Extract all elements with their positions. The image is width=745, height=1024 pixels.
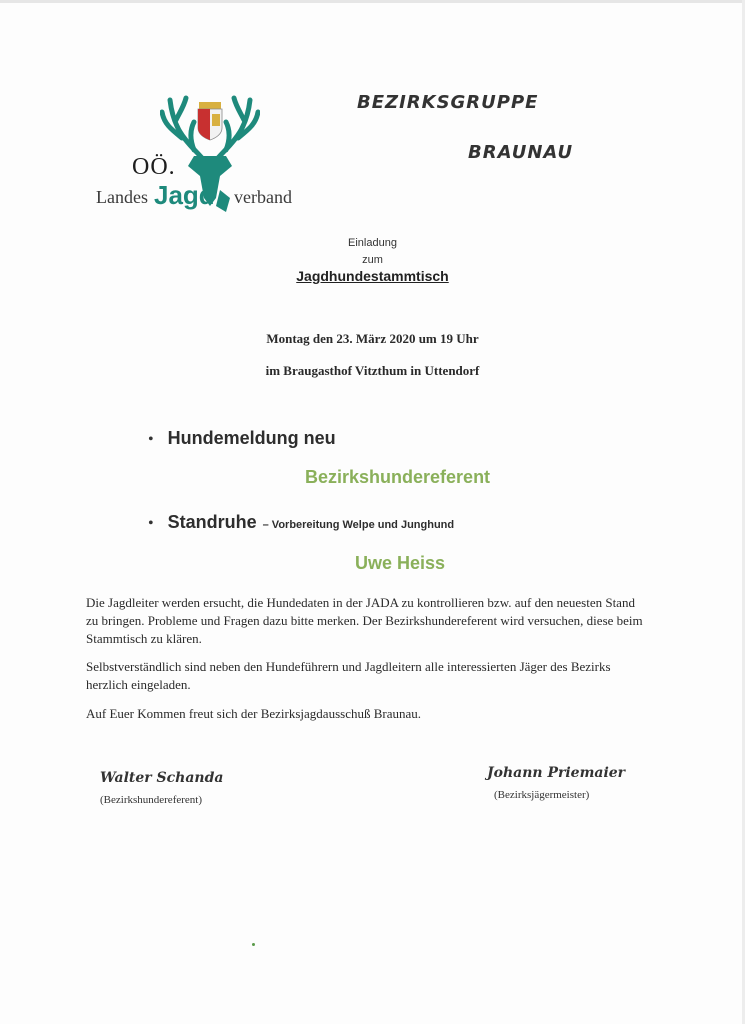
coat-of-arms-icon xyxy=(198,102,222,140)
event-location: im Braugasthof Vitzthum in Uttendorf xyxy=(265,363,480,378)
body-paragraph: Selbstverständlich sind neben den Hundeführern und Jagdleitern alle interessierten Jäger des Bezirks herzlich eingeladen. xyxy=(86,659,611,692)
text-zum: zum xyxy=(362,254,383,266)
scan-edge-top xyxy=(0,0,745,3)
body-paragraph: Die Jagdleiter werden ersucht, die Hundedaten in der JADA zu kontrollieren bzw. auf den neuesten Stand zu bringen. Probleme und Fragen dazu bitte merken. Der Bezirkshundereferent wird versuchen, diese beim Stammtisch zu klären. xyxy=(86,595,643,646)
agenda-topic: Standruhe xyxy=(167,512,257,532)
agenda-item xyxy=(148,428,336,449)
signature-right: Johann Priemaier xyxy=(487,765,626,781)
agenda-speaker: Uwe Heiss xyxy=(355,553,446,573)
event-datetime: Montag den 23. März 2020 um 19 Uhr xyxy=(266,331,479,346)
signature-left-title: (Bezirkshundereferent) xyxy=(100,794,203,806)
agenda-topic: Hundemeldung neu xyxy=(167,428,336,448)
logo-text-ooe: OÖ. xyxy=(132,154,176,180)
bullet-icon: • xyxy=(148,515,154,532)
logo-text-jagd: Jagd xyxy=(154,180,215,210)
agenda-speaker: Bezirkshundereferent xyxy=(305,467,491,487)
heading-braunau: BRAUNAU xyxy=(468,142,574,163)
agenda-topic-sub: – Vorbereitung Welpe und Junghund xyxy=(262,519,455,531)
event-title: Jagdhundestammtisch xyxy=(296,268,449,284)
heading-bezirksgruppe: BEZIRKSGRUPPE xyxy=(357,92,539,113)
signature-right-title: (Bezirksjägermeister) xyxy=(494,789,590,801)
text-einladung: Einladung xyxy=(348,237,397,249)
signature-left: Walter Schanda xyxy=(100,770,224,786)
body-paragraph: Auf Euer Kommen freut sich der Bezirksjagdausschuß Braunau. xyxy=(86,706,422,721)
bullet-icon: • xyxy=(148,431,154,448)
landesjagdverband-logo xyxy=(92,94,307,224)
agenda-item xyxy=(148,512,454,533)
logo-text-landes: Landes xyxy=(96,187,148,207)
logo-text-verband: verband xyxy=(234,187,292,207)
scan-speck xyxy=(252,943,255,946)
